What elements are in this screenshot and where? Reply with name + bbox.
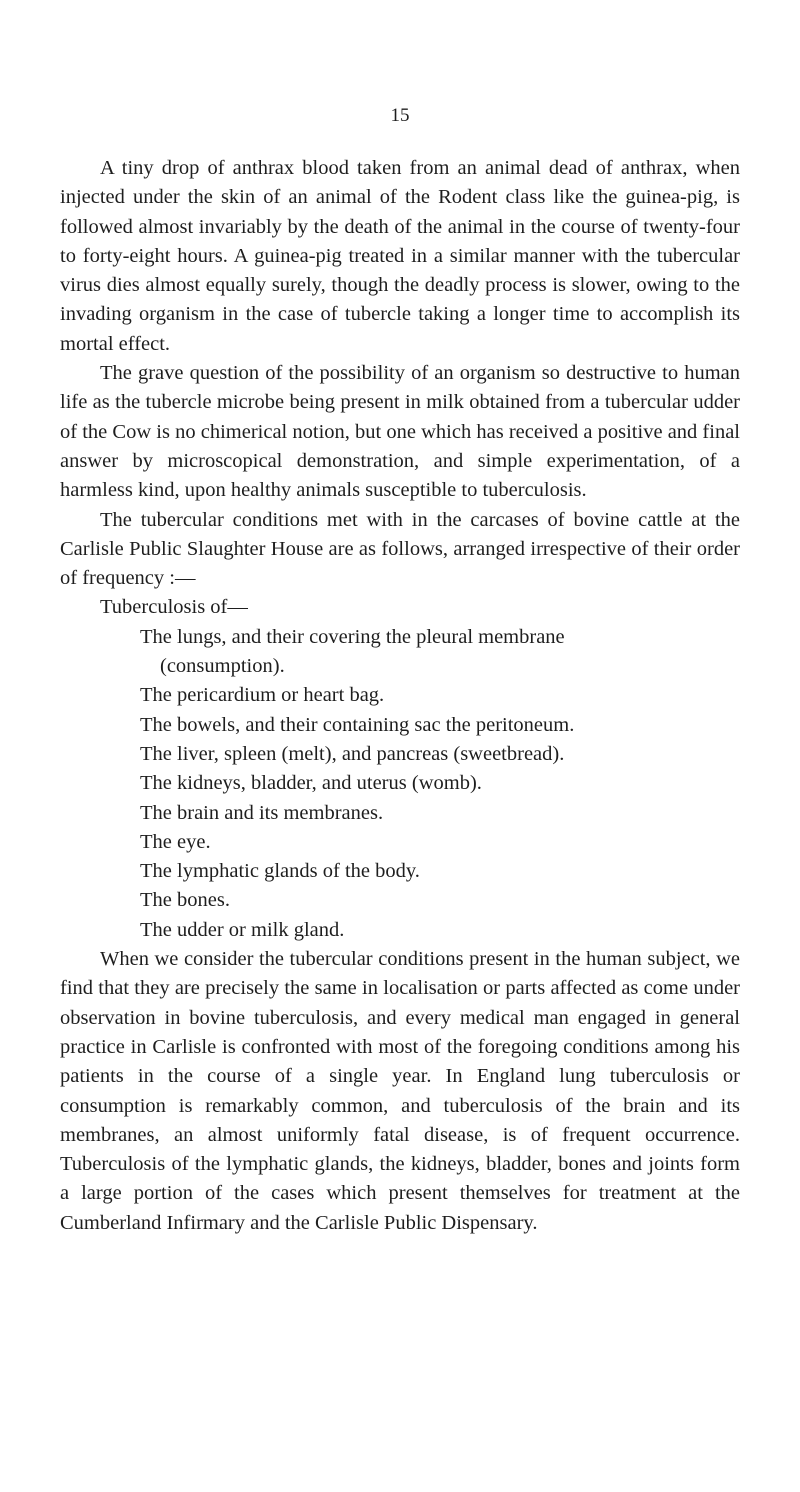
body-text: [60, 154, 740, 1238]
list-item: The udder or milk gland.: [140, 918, 345, 941]
list-heading: Tuberculosis of—: [100, 596, 248, 619]
list-item: The brain and its membranes.: [140, 801, 384, 824]
tuberculosis-list: [60, 623, 740, 945]
list-item: The bones.: [140, 889, 230, 912]
list-item: The pericardium or heart bag.: [140, 684, 385, 707]
list-item: The lymphatic glands of the body.: [140, 860, 420, 883]
paragraph-slaughter-house: The tubercular conditions met with in the carcases of bovine cattle at the Carlisle Public Slaughter House are as follows, arranged irrespective of their order of frequency :—: [60, 508, 740, 590]
paragraph-milk-question: The grave question of the possibility of an organism so destructive to human life as the tubercle microbe being present in milk obtained from a tubercular udder of the Cow is no chimerical notion, but one which has received a positive and final answer by microscopical demonstration, and simple experimentation, of a harmless kind, upon healthy animals susceptible to tuberculosis.: [60, 362, 740, 502]
list-item: The eye.: [140, 830, 211, 853]
list-item: The liver, spleen (melt), and pancreas (sweetbread).: [140, 742, 565, 765]
paragraph-human-comparison: When we consider the tubercular conditions present in the human subject, we find that they are precisely the same in localisation or parts affected as come under observation in bovine tuberculosis, and every medical man engaged in general practice in Carlisle is confronted with most of the foregoing conditions among his patients in the course of a single year. In England lung tuberculosis or consumption is remarkably common, and tuberculosis of the brain and its membranes, an almost uniformly fatal disease, is of frequent occurrence. Tuberculosis of the lymphatic glands, the kidneys, bladder, bones and joints form a large portion of the cases which present themselves for treatment at the Cumberland Infirmary and the Carlisle Public Dispensary.: [60, 948, 740, 1234]
list-item: The bowels, and their containing sac the peritoneum.: [140, 713, 575, 736]
list-item: The kidneys, bladder, and uterus (womb).: [140, 772, 482, 795]
list-item: (consumption).: [160, 655, 285, 678]
page-number: 15: [390, 105, 410, 126]
list-item: The lungs, and their covering the pleural membrane: [140, 625, 565, 648]
paragraph-anthrax-experiment: A tiny drop of anthrax blood taken from an animal dead of anthrax, when injected under the skin of an animal of the Rodent class like the guinea-pig, is followed almost invariably by the death of the animal in the course of twenty-four to forty-eight hours. A guinea-pig treated in a similar manner with the tubercular virus dies almost equally surely, though the deadly process is slower, owing to the invading organism in the case of tubercle taking a longer time to accomplish its mortal effect.: [60, 157, 740, 355]
